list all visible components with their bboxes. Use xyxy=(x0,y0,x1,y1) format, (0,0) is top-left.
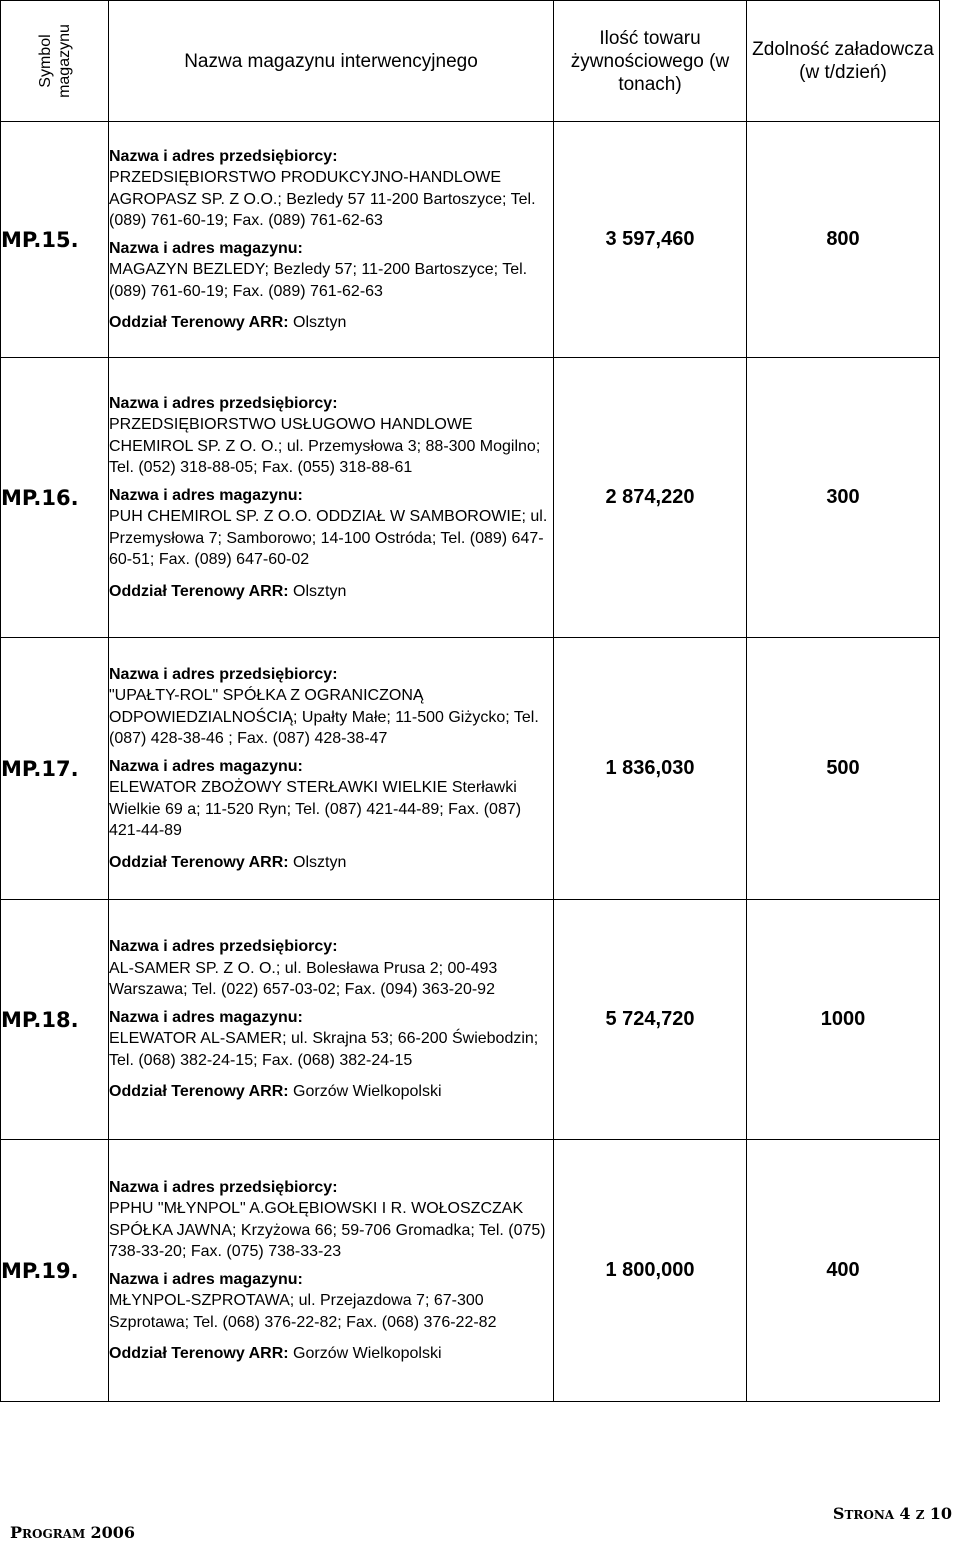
row-quantity: 1 836,030 xyxy=(554,638,747,900)
header-capacity: Zdolność załadowcza (w t/dzień) xyxy=(747,1,940,122)
row-description xyxy=(109,1140,554,1402)
entrepreneur-value: PRZEDSIĘBIORSTWO PRODUKCYJNO-HANDLOWE AGROPASZ SP. Z O.O.; Bezledy 57 11-200 Bartoszyce; Tel. (089) 761-60-19; Fax. (089) 761-62-63 xyxy=(109,169,536,229)
entrepreneur-label: Nazwa i adres przedsiębiorcy: xyxy=(109,394,338,412)
row-description xyxy=(109,358,554,638)
header-row xyxy=(1,1,940,122)
branch-block xyxy=(109,852,553,874)
row-quantity: 1 800,000 xyxy=(554,1140,747,1402)
entrepreneur-value: PRZEDSIĘBIORSTWO USŁUGOWO HANDLOWE CHEMIROL SP. Z O. O.; ul. Przemysłowa 3; 88-300 Mogilno; Tel. (052) 318-88-05; Fax. (055) 318-88-61 xyxy=(109,416,541,477)
branch-label: Oddział Terenowy ARR: xyxy=(109,314,289,331)
branch-block xyxy=(109,1343,553,1365)
warehouse-block xyxy=(109,1007,553,1072)
warehouse-block xyxy=(109,1269,553,1334)
branch-block xyxy=(109,581,553,603)
row-code: MP.16. xyxy=(1,358,109,638)
header-symbol-text: Symbol magazynu xyxy=(36,23,73,98)
warehouse-value: ELEWATOR AL-SAMER; ul. Skrajna 53; 66-200 Świebodzin; Tel. (068) 382-24-15; Fax. (068) 382-24-15 xyxy=(109,1030,539,1069)
warehouse-value: PUH CHEMIROL SP. Z O.O. ODDZIAŁ W SAMBOROWIE; ul. Przemysłowa 7; Samborowo; 14-100 Ostróda; Tel. (089) 647-60-51; Fax. (089) 647-60-02 xyxy=(109,508,548,569)
table-row xyxy=(1,122,940,358)
entrepreneur-label: Nazwa i adres przedsiębiorcy: xyxy=(109,1178,338,1196)
warehouse-label: Nazwa i adres magazynu: xyxy=(109,239,303,257)
footer-program xyxy=(10,1523,135,1542)
warehouse-label: Nazwa i adres magazynu: xyxy=(109,757,303,775)
footer-program-initial: P xyxy=(10,1523,23,1542)
header-symbol xyxy=(1,1,109,122)
branch-label: Oddział Terenowy ARR: xyxy=(109,1345,289,1362)
branch-block xyxy=(109,1081,553,1103)
branch-label: Oddział Terenowy ARR: xyxy=(109,582,289,600)
warehouse-label: Nazwa i adres magazynu: xyxy=(109,1008,303,1026)
warehouse-label: Nazwa i adres magazynu: xyxy=(109,1270,303,1288)
entrepreneur-label: Nazwa i adres przedsiębiorcy: xyxy=(109,938,338,956)
warehouse-value: MAGAZYN BEZLEDY; Bezledy 57; 11-200 Bartoszyce; Tel. (089) 761-60-19; Fax. (089) 761-62-63 xyxy=(109,261,528,300)
row-description xyxy=(109,638,554,900)
footer-page-current: 4 xyxy=(899,1504,911,1523)
table-row xyxy=(1,358,940,638)
row-quantity: 5 724,720 xyxy=(554,900,747,1140)
entrepreneur-label: Nazwa i adres przedsiębiorcy: xyxy=(109,665,338,683)
warehouse-block xyxy=(109,485,553,571)
entrepreneur-label: Nazwa i adres przedsiębiorcy: xyxy=(109,147,338,165)
row-code: MP.18. xyxy=(1,900,109,1140)
table-row xyxy=(1,1140,940,1402)
row-capacity: 300 xyxy=(747,358,940,638)
row-quantity: 2 874,220 xyxy=(554,358,747,638)
row-code: MP.17. xyxy=(1,638,109,900)
row-code: MP.15. xyxy=(1,122,109,358)
branch-value: Gorzów Wielkopolski xyxy=(293,1083,442,1101)
row-description xyxy=(109,122,554,358)
branch-value: Olsztyn xyxy=(293,314,347,331)
footer-page-number xyxy=(833,1504,952,1523)
branch-value: Gorzów Wielkopolski xyxy=(293,1345,442,1362)
warehouse-value: MŁYNPOL-SZPROTAWA; ul. Przejazdowa 7; 67-300 Szprotawa; Tel. (068) 376-22-82; Fax. (068) 376-22-82 xyxy=(109,1292,497,1331)
warehouse-block xyxy=(109,238,553,303)
footer-page-initial: S xyxy=(832,1504,845,1523)
entrepreneur-value: PPHU "MŁYNPOL" A.GOŁĘBIOWSKI I R. WOŁOSZCZAK SPÓŁKA JAWNA; Krzyżowa 66; 59-706 Gromadka; Tel. (075) 738-33-20; Fax. (075) 738-33-23 xyxy=(109,1200,546,1260)
header-name: Nazwa magazynu interwencyjnego xyxy=(109,1,554,122)
branch-label: Oddział Terenowy ARR: xyxy=(109,853,289,871)
warehouse-value: ELEWATOR ZBOŻOWY STERŁAWKI WIELKIE Sterławki Wielkie 69 a; 11-520 Ryn; Tel. (087) 421-44-89; Fax. (087) 421-44-89 xyxy=(109,779,522,840)
table-row xyxy=(1,638,940,900)
entrepreneur-value: "UPAŁTY-ROL" SPÓŁKA Z OGRANICZONĄ ODPOWIEDZIALNOŚCIĄ; Upałty Małe; 11-500 Giżycko; Tel. (087) 428-38-46 ; Fax. (087) 428-38-47 xyxy=(109,687,539,748)
row-description xyxy=(109,900,554,1140)
warehouse-block xyxy=(109,756,553,842)
footer-page-word: TRONA xyxy=(844,1508,895,1522)
row-capacity: 800 xyxy=(747,122,940,358)
row-capacity: 400 xyxy=(747,1140,940,1402)
footer-page-total: 10 xyxy=(929,1504,952,1523)
header-quantity: Ilość towaru żywnościowego (w tonach) xyxy=(554,1,747,122)
row-quantity: 3 597,460 xyxy=(554,122,747,358)
entrepreneur-value: AL-SAMER SP. Z O. O.; ul. Bolesława Prusa 2; 00-493 Warszawa; Tel. (022) 657-03-02; Fax. (094) 363-20-92 xyxy=(109,959,498,999)
row-code: MP.19. xyxy=(1,1140,109,1402)
branch-value: Olsztyn xyxy=(293,582,347,600)
footer-page-of: Z xyxy=(915,1508,925,1522)
table-row xyxy=(1,900,940,1140)
branch-label: Oddział Terenowy ARR: xyxy=(109,1083,289,1101)
branch-value: Olsztyn xyxy=(293,853,347,871)
footer-program-rest: ROGRAM xyxy=(22,1527,86,1541)
footer-program-year: 2006 xyxy=(90,1523,136,1542)
row-capacity: 1000 xyxy=(747,900,940,1140)
warehouse-label: Nazwa i adres magazynu: xyxy=(109,486,303,504)
row-capacity: 500 xyxy=(747,638,940,900)
branch-block xyxy=(109,312,553,334)
